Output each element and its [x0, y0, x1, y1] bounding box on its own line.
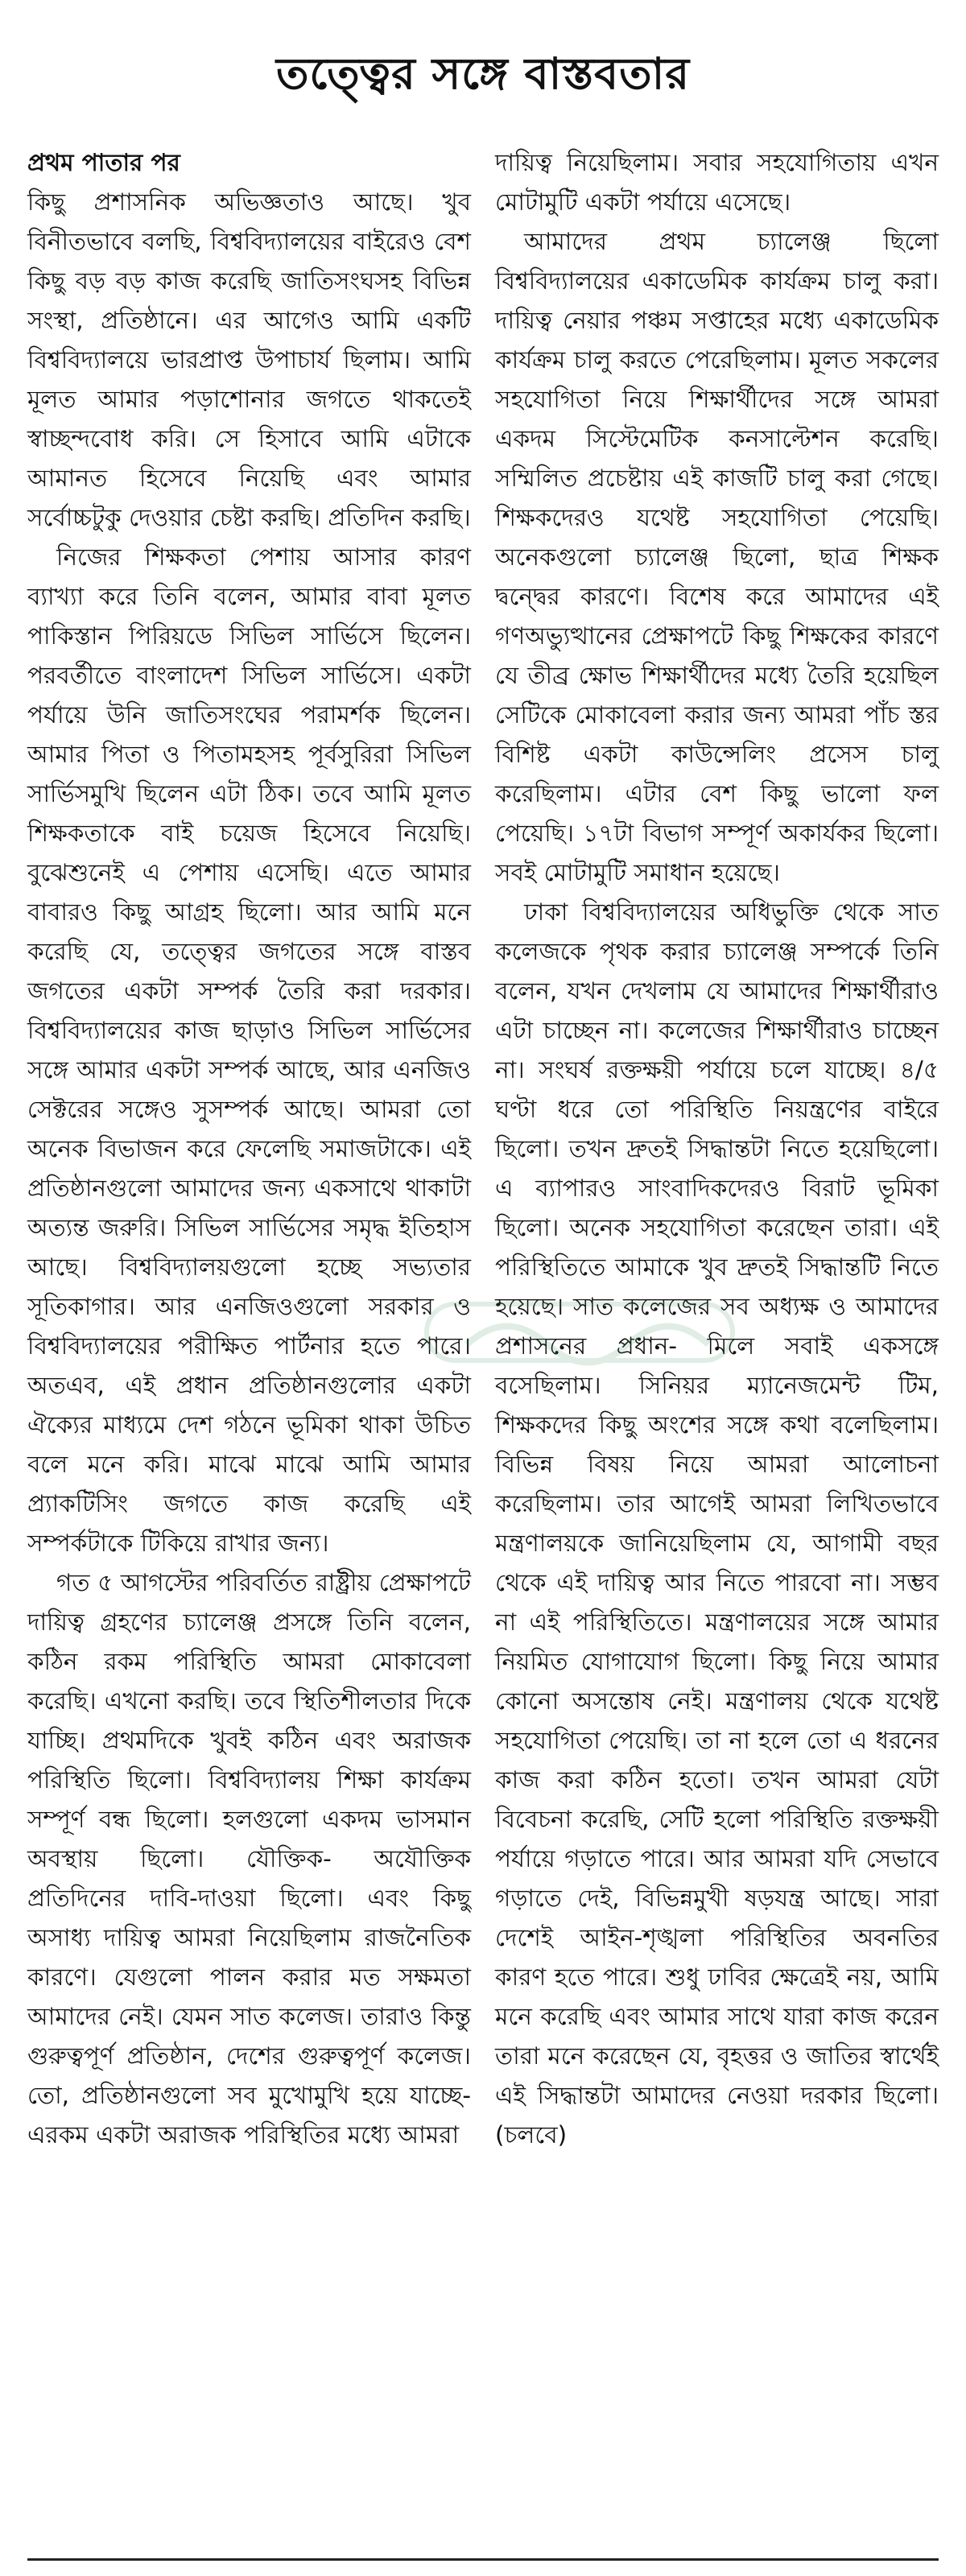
article-paragraph: আমাদের প্রথম চ্যালেঞ্জ ছিলো বিশ্ববিদ্যালয়ের একাডেমিক কার্যক্রম চালু করা। দায়িত্ব নেয়ার পঞ্চম সপ্তাহের মধ্যে একাডেমিক কার্যক্রম চালু করতে পেরেছিলাম। মূলত সকলের সহযোগিতা নিয়ে শিক্ষার্থীদের সঙ্গে আমরা একদম সিস্টেমেটিক কনসাল্টেশন করেছি। সম্মিলিত প্রচেষ্টায় এই কাজটি চালু করা গেছে। শিক্ষকদেরও যথেষ্ট সহযোগিতা পেয়েছি। অনেকগুলো চ্যালেঞ্জ ছিলো, ছাত্র শিক্ষক দ্বন্দ্বের কারণে। বিশেষ করে আমাদের এই গণঅভ্যুত্থানের প্রেক্ষাপটে কিছু শিক্ষকের কারণে যে তীব্র ক্ষোভ শিক্ষার্থীদের মধ্যে তৈরি হয়েছিল সেটিকে মোকাবেলা করার জন্য আমরা পাঁচ স্তর বিশিষ্ট একটা কাউন্সেলিং প্রসেস চালু করেছিলাম। এটার বেশ কিছু ভালো ফল পেয়েছি। ১৭টা বিভাগ সম্পূর্ণ অকার্যকর ছিলো। সবই মোটামুটি সমাধান হয়েছে।	[495, 228, 939, 886]
article-paragraph: ঢাকা বিশ্ববিদ্যালয়ের অধিভুক্তি থেকে সাত কলেজকে পৃথক করার চ্যালেঞ্জ সম্পর্কে তিনি বলেন, যখন দেখলাম যে আমাদের শিক্ষার্থীরাও এটা চাচ্ছেন না। কলেজের শিক্ষার্থীরাও চাচ্ছেন না। সংঘর্ষ রক্তক্ষয়ী পর্যায়ে চলে যাচ্ছে। ৪/৫ ঘণ্টা ধরে তো পরিস্থিতি নিয়ন্ত্রণের বাইরে ছিলো। তখন দ্রুতই সিদ্ধান্তটা নিতে হয়েছিলো। এ ব্যাপারও সাংবাদিকদেরও বিরাট ভূমিকা ছিলো। অনেক সহযোগিতা করেছেন তারা। এই পরিস্থিতিতে আমাকে খুব দ্রুতই সিদ্ধান্তটি নিতে হয়েছে। সাত কলেজের সব অধ্যক্ষ ও আমাদের প্রশাসনের প্রধান- মিলে সবাই একসঙ্গে বসেছিলাম। সিনিয়র ম্যানেজমেন্ট টিম, শিক্ষকদের কিছু অংশের সঙ্গে কথা বলেছিলাম। বিভিন্ন বিষয় নিয়ে আমরা আলোচনা করেছিলাম। তার আগেই আমরা লিখিতভাবে মন্ত্রণালয়কে জানিয়েছিলাম যে, আগামী বছর থেকে এই দায়িত্ব আর নিতে পারবো না। সম্ভব না এই পরিস্থিতিতে। মন্ত্রণালয়ের সঙ্গে আমার নিয়মিত যোগাযোগ ছিলো। কিছু নিয়ে আমার কোনো অসন্তোষ নেই। মন্ত্রণালয় থেকে যথেষ্ট সহযোগিতা পেয়েছি। তা না হলে তো এ ধরনের কাজ করা কঠিন হতো। তখন আমরা যেটা বিবেচনা করেছি, সেটি হলো পরিস্থিতি রক্তক্ষয়ী পর্যায়ে গড়াতে পারে। আর আমরা যদি সেভাবে গড়াতে দেই, বিভিন্নমুখী ষড়যন্ত্র আছে। সারা দেশেই আইন-শৃঙ্খলা পরিস্থিতির অবনতির কারণ হতে পারে। শুধু ঢাবির ক্ষেত্রেই নয়, আমি মনে করেছি এবং আমার সাথে যারা কাজ করেন তারা মনে করেছেন যে, বৃহত্তর ও জাতির স্বার্থেই এই সিদ্ধান্তটা আমাদের নেওয়া দরকার ছিলো। (চলবে)	[495, 898, 939, 2149]
page-bottom-rule	[27, 2558, 939, 2561]
article-paragraph: দায়িত্ব নিয়েছিলাম। সবার সহযোগিতায় এখন মোটামুটি একটা পর্যায়ে এসেছে।	[495, 149, 939, 216]
article-paragraph: নিজের শিক্ষকতা পেশায় আসার কারণ ব্যাখ্যা করে তিনি বলেন, আমার বাবা মূলত পাকিস্তান পিরিয়ডে সিভিল সার্ভিসে ছিলেন। পরবর্তীতে বাংলাদেশ সিভিল সার্ভিসে। একটা পর্যায়ে উনি জাতিসংঘের পরামর্শক ছিলেন। আমার পিতা ও পিতামহসহ পূর্বসুরিরা সিভিল সার্ভিসমুখি ছিলেন এটা ঠিক। তবে আমি মূলত শিক্ষকতাকে বাই চয়েজ হিসেবে নিয়েছি। বুঝেশুনেই এ পেশায় এসেছি। এতে আমার বাবারও কিছু আগ্রহ ছিলো। আর আমি মনে করেছি যে, তত্ত্বের জগতের সঙ্গে বাস্তব জগতের একটা সম্পর্ক তৈরি করা দরকার। বিশ্ববিদ্যালয়ের কাজ ছাড়াও সিভিল সার্ভিসের সঙ্গে আমার একটা সম্পর্ক আছে, আর এনজিও সেক্টরের সঙ্গেও সুসম্পর্ক আছে। আমরা তো অনেক বিভাজন করে ফেলেছি সমাজটাকে। এই প্রতিষ্ঠানগুলো আমাদের জন্য একসাথে থাকাটা অত্যন্ত জরুরি। সিভিল সার্ভিসের সমৃদ্ধ ইতিহাস আছে। বিশ্ববিদ্যালয়গুলো হচ্ছে সভ্যতার সূতিকাগার। আর এনজিওগুলো সরকার ও বিশ্ববিদ্যালয়ের পরীক্ষিত পার্টনার হতে পারে। অতএব, এই প্রধান প্রতিষ্ঠানগুলোর একটা ঐক্যের মাধ্যমে দেশ গঠনে ভূমিকা থাকা উচিত বলে মনে করি। মাঝে মাঝে আমি আমার প্র্যাকটিসিং জগতে কাজ করেছি এই সম্পর্কটাকে টিকিয়ে রাখার জন্য।	[27, 543, 471, 1557]
continuation-kicker: প্রথম পাতার পর	[27, 149, 180, 176]
right-column	[495, 143, 939, 2155]
article-headline: তত্ত্বের সঙ্গে বাস্তবতার	[275, 48, 691, 99]
left-column	[27, 143, 471, 2155]
article-paragraph: গত ৫ আগস্টের পরিবর্তিত রাষ্ট্রীয় প্রেক্ষাপটে দায়িত্ব গ্রহণের চ্যালেঞ্জ প্রসঙ্গে তিনি বলেন, কঠিন রকম পরিস্থিতি আমরা মোকাবেলা করেছি। এখনো করছি। তবে স্থিতিশীলতার দিকে যাচ্ছি। প্রথমদিকে খুবই কঠিন এবং অরাজক পরিস্থিতি ছিলো। বিশ্ববিদ্যালয় শিক্ষা কার্যক্রম সম্পূর্ণ বন্ধ ছিলো। হলগুলো একদম ভাসমান অবস্থায় ছিলো। যৌক্তিক- অযৌক্তিক প্রতিদিনের দাবি-দাওয়া ছিলো। এবং কিছু অসাধ্য দায়িত্ব আমরা নিয়েছিলাম রাজনৈতিক কারণে। যেগুলো পালন করার মত সক্ষমতা আমাদের নেই। যেমন সাত কলেজ। তারাও কিন্তু গুরুত্বপূর্ণ প্রতিষ্ঠান, দেশের গুরুত্বপূর্ণ কলেজ। তো, প্রতিষ্ঠানগুলো সব মুখোমুখি হয়ে যাচ্ছে- এরকম একটা অরাজক পরিস্থিতির মধ্যে আমরা	[27, 1569, 471, 2149]
article-body	[27, 143, 939, 2155]
article-paragraph: কিছু প্রশাসনিক অভিজ্ঞতাও আছে। খুব বিনীতভাবে বলছি, বিশ্ববিদ্যালয়ের বাইরেও বেশ কিছু বড় বড় কাজ করেছি জাতিসংঘসহ বিভিন্ন সংস্থা, প্রতিষ্ঠানে। এর আগেও আমি একটি বিশ্ববিদ্যালয়ে ভারপ্রাপ্ত উপাচার্য ছিলাম। আমি মূলত আমার পড়াশোনার জগতে থাকতেই স্বাচ্ছন্দবোধ করি। সে হিসাবে আমি এটাকে আমানত হিসেবে নিয়েছি এবং আমার সর্বোচ্চটুকু দেওয়ার চেষ্টা করছি। প্রতিদিন করছি।	[27, 188, 471, 531]
